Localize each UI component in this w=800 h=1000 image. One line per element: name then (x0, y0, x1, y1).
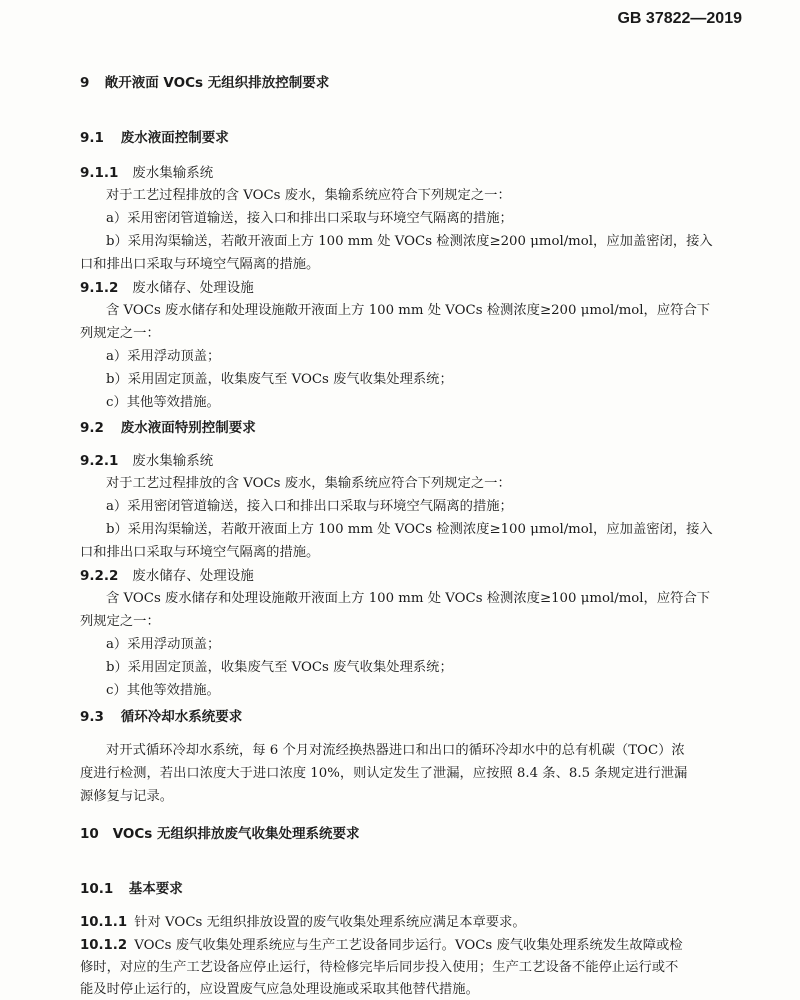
clause-text: 针对 VOCs 无组织排放设置的废气收集处理系统应满足本章要求。 (134, 915, 526, 930)
section-title: 循环冷却水系统要求 (120, 709, 243, 725)
list-item-c: c）其他等效措施。 (106, 395, 220, 410)
section-title: 敞开液面 VOCs 无组织排放控制要求 (104, 75, 330, 91)
section-number: 9.3 (80, 709, 104, 725)
paragraph-line: 含 VOCs 废水储存和处理设施敞开液面上方 100 mm 处 VOCs 检测浓度≥100 μmol/mol，应符合下 (106, 591, 711, 606)
list-item-a: a）采用浮动顶盖； (106, 349, 221, 364)
clause-9-2-1-heading (80, 451, 213, 471)
section-title: VOCs 无组织排放废气收集处理系统要求 (112, 826, 360, 842)
clause-number: 9.2.2 (80, 568, 119, 584)
section-9-2-heading (80, 418, 256, 438)
list-item-b-cont: 口和排出口采取与环境空气隔离的措施。 (80, 545, 320, 560)
paragraph-line-cont: 度进行检测，若出口浓度大于进口浓度 10%，则认定发生了泄漏，应按照 8.4 条、8.5 条规定进行泄漏 (80, 766, 688, 781)
section-number: 10 (80, 826, 99, 842)
clause-9-1-1-heading (80, 163, 213, 183)
paragraph-line-cont: 修时，对应的生产工艺设备应停止运行，待检修完毕后同步投入使用；生产工艺设备不能停止运行或不 (80, 960, 679, 975)
clause-number: 10.1.2 (80, 938, 128, 953)
clause-title: 废水储存、处理设施 (132, 568, 254, 584)
paragraph-line-cont: 列规定之一： (80, 614, 160, 629)
clause-title: 废水储存、处理设施 (132, 280, 254, 296)
clause-text: VOCs 废气收集处理系统应与生产工艺设备同步运行。VOCs 废气收集处理系统发生故障或检 (134, 938, 683, 953)
paragraph-line-cont: 能及时停止运行的，应设置废气应急处理设施或采取其他替代措施。 (80, 982, 479, 997)
list-item-b: b）采用固定顶盖，收集废气至 VOCs 废气收集处理系统； (106, 372, 453, 387)
list-item-b: b）采用沟渠输送，若敞开液面上方 100 mm 处 VOCs 检测浓度≥200 μmol/mol，应加盖密闭，接入 (106, 234, 713, 249)
paragraph-line-cont: 源修复与记录。 (80, 789, 174, 804)
section-number: 10.1 (80, 881, 114, 897)
list-item-b: b）采用固定顶盖，收集废气至 VOCs 废气收集处理系统； (106, 660, 453, 675)
clause-10-1-1 (80, 913, 526, 933)
clause-number: 9.1.2 (80, 280, 119, 296)
list-item-b: b）采用沟渠输送，若敞开液面上方 100 mm 处 VOCs 检测浓度≥100 μmol/mol，应加盖密闭，接入 (106, 522, 713, 537)
paragraph-line: 对于工艺过程排放的含 VOCs 废水，集输系统应符合下列规定之一： (106, 476, 511, 491)
clause-number: 9.2.1 (80, 453, 119, 469)
section-9-3-heading (80, 707, 242, 727)
clause-number: 10.1.1 (80, 915, 128, 930)
clause-9-1-2-heading (80, 278, 254, 298)
section-title: 废水液面特别控制要求 (120, 420, 256, 436)
list-item-a: a）采用密闭管道输送，接入口和排出口采取与环境空气隔离的措施； (106, 211, 513, 226)
list-item-a: a）采用浮动顶盖； (106, 637, 221, 652)
section-title: 废水液面控制要求 (120, 130, 229, 146)
paragraph-line: 对于工艺过程排放的含 VOCs 废水，集输系统应符合下列规定之一： (106, 188, 511, 203)
section-number: 9 (80, 75, 90, 91)
section-title: 基本要求 (128, 881, 183, 897)
section-10-1-heading (80, 879, 183, 899)
paragraph-line: 含 VOCs 废水储存和处理设施敞开液面上方 100 mm 处 VOCs 检测浓度≥200 μmol/mol，应符合下 (106, 303, 711, 318)
section-number: 9.2 (80, 420, 104, 436)
section-10-heading (80, 824, 360, 844)
clause-title: 废水集输系统 (132, 165, 214, 181)
clause-title: 废水集输系统 (132, 453, 214, 469)
clause-10-1-2 (80, 936, 683, 956)
standard-code: GB 37822—2019 (617, 10, 742, 27)
section-9-1-heading (80, 128, 229, 148)
paragraph-line-cont: 列规定之一： (80, 326, 160, 341)
list-item-b-cont: 口和排出口采取与环境空气隔离的措施。 (80, 257, 320, 272)
clause-number: 9.1.1 (80, 165, 119, 181)
paragraph-line: 对开式循环冷却水系统，每 6 个月对流经换热器进口和出口的循环冷却水中的总有机碳（TOC）浓 (106, 743, 685, 758)
clause-9-2-2-heading (80, 566, 254, 586)
section-number: 9.1 (80, 130, 104, 146)
list-item-a: a）采用密闭管道输送，接入口和排出口采取与环境空气隔离的措施； (106, 499, 513, 514)
section-9-heading (80, 73, 329, 93)
list-item-c: c）其他等效措施。 (106, 683, 220, 698)
